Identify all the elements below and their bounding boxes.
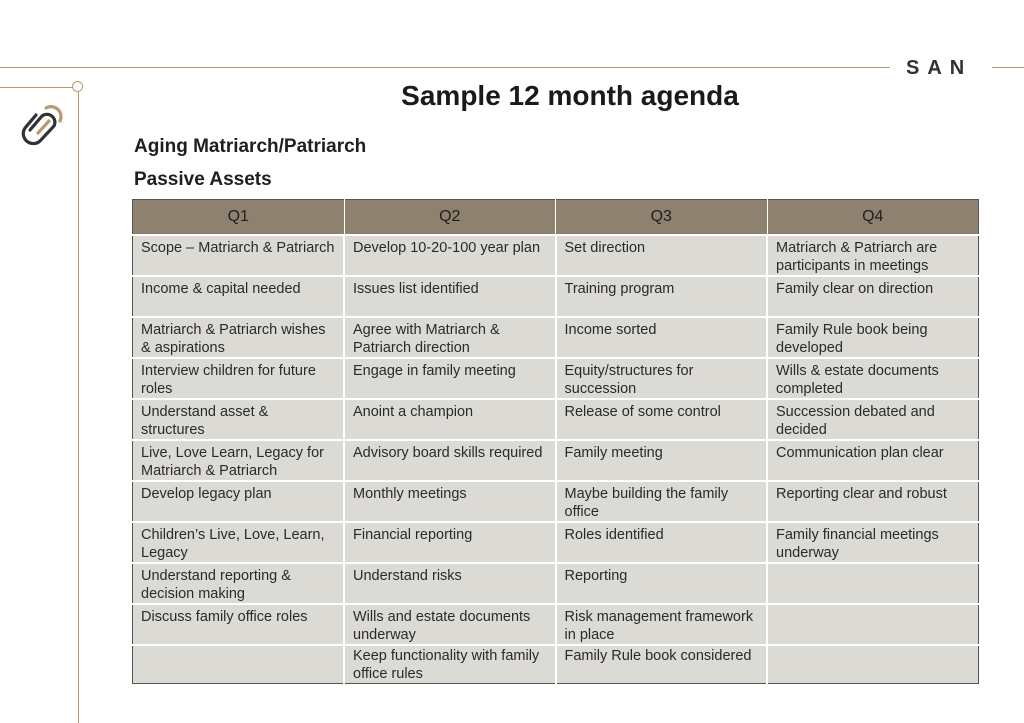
table-cell: Understand asset & structures [133,399,345,440]
table-cell: Discuss family office roles [133,604,345,645]
table-row [133,481,979,522]
table-cell: Live, Love Learn, Legacy for Matriarch & Patriarch [133,440,345,481]
table-cell: Interview children for future roles [133,358,345,399]
table-cell [767,645,979,684]
table-cell: Issues list identified [344,276,556,317]
header-q1: Q1 [133,200,345,236]
table-row [133,399,979,440]
table-cell [767,604,979,645]
table-cell: Set direction [556,235,768,276]
table-cell: Income sorted [556,317,768,358]
table-cell: Wills and estate documents underway [344,604,556,645]
table-cell: Keep functionality with family office rules [344,645,556,684]
table-cell: Anoint a champion [344,399,556,440]
header-rule [0,67,890,68]
table-cell [767,563,979,604]
table-row [133,645,979,684]
table-row [133,604,979,645]
paperclip-link-icon [16,100,66,146]
table-cell: Wills & estate documents completed [767,358,979,399]
table-cell: Engage in family meeting [344,358,556,399]
table-cell: Maybe building the family office [556,481,768,522]
table-cell: Scope – Matriarch & Patriarch [133,235,345,276]
table-row [133,522,979,563]
table-row [133,235,979,276]
table-cell: Training program [556,276,768,317]
table-row [133,563,979,604]
table-cell: Family Rule book considered [556,645,768,684]
table-cell: Income & capital needed [133,276,345,317]
brand-logo-text: SAN [906,57,973,79]
table-cell: Risk management framework in place [556,604,768,645]
table-cell: Release of some control [556,399,768,440]
table-cell: Family Rule book being developed [767,317,979,358]
table-cell: Reporting [556,563,768,604]
table-cell: Advisory board skills required [344,440,556,481]
vertical-rule [78,92,79,723]
table-cell: Matriarch & Patriarch wishes & aspirations [133,317,345,358]
table-cell: Financial reporting [344,522,556,563]
header-rule-right [992,67,1024,68]
table-cell: Monthly meetings [344,481,556,522]
table-cell: Understand risks [344,563,556,604]
table-cell: Family meeting [556,440,768,481]
side-rule [0,87,73,88]
table-cell: Family clear on direction [767,276,979,317]
table-cell [133,645,345,684]
section-subheading: Passive Assets [134,169,272,190]
section-heading: Aging Matriarch/Patriarch [134,136,367,157]
header-q4: Q4 [767,200,979,236]
page-title: Sample 12 month agenda [401,80,739,111]
table-cell: Reporting clear and robust [767,481,979,522]
table-row [133,358,979,399]
table-cell: Matriarch & Patriarch are participants in meetings [767,235,979,276]
table-cell: Children’s Live, Love, Learn, Legacy [133,522,345,563]
table-header-row [133,200,979,236]
header-q2: Q2 [344,200,556,236]
header-q3: Q3 [556,200,768,236]
table-cell: Equity/structures for succession [556,358,768,399]
table-cell: Agree with Matriarch & Patriarch direction [344,317,556,358]
timeline-node [72,81,83,92]
table-cell: Develop 10-20-100 year plan [344,235,556,276]
table-cell: Communication plan clear [767,440,979,481]
table-cell: Succession debated and decided [767,399,979,440]
table-cell: Family financial meetings underway [767,522,979,563]
agenda-table [132,199,979,684]
table-row [133,440,979,481]
table-row [133,276,979,317]
table-cell: Understand reporting & decision making [133,563,345,604]
table-cell: Roles identified [556,522,768,563]
table-row [133,317,979,358]
table-cell: Develop legacy plan [133,481,345,522]
